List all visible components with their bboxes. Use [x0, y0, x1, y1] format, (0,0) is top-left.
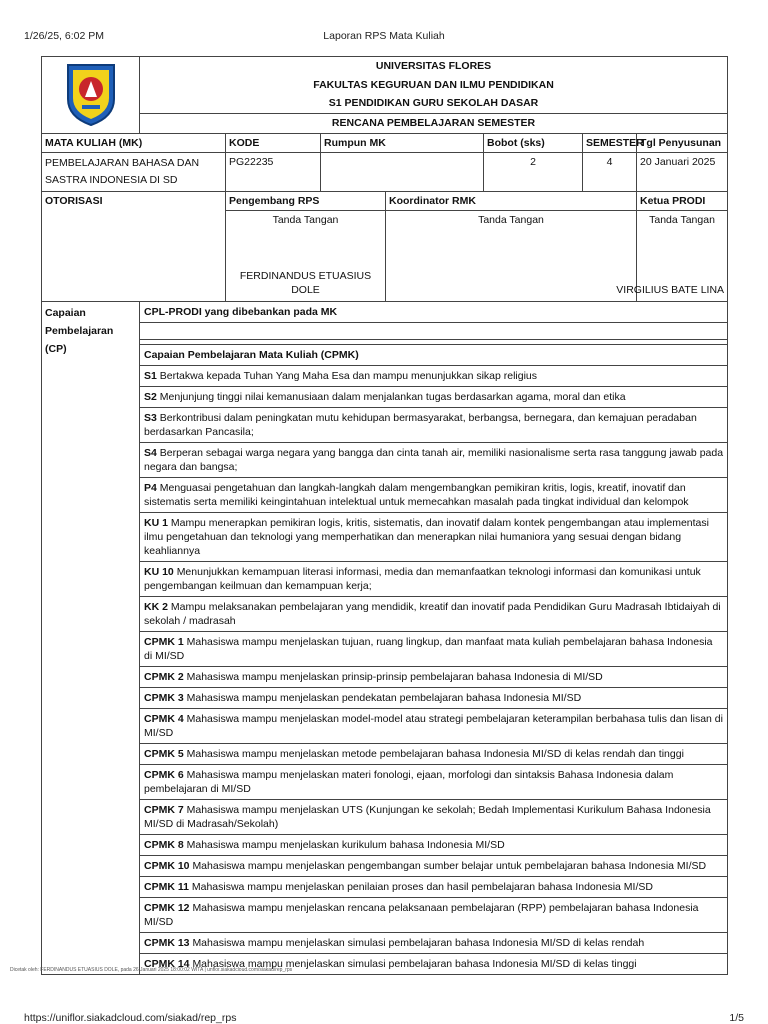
cp-item-code: CPMK 14 [144, 958, 190, 970]
cpl-prodi-empty-row [140, 323, 728, 340]
cp-item-code: S4 [144, 447, 157, 459]
cp-item-text: Mahasiswa mampu menjelaskan materi fonologi, ejaan, morfologi dan sintaksis Bahasa Indonesia dalam pembelajaran di MI/SD [144, 769, 674, 795]
cpl-prodi-header: CPL-PRODI yang dibebankan pada MK [140, 302, 728, 323]
doc-title: RENCANA PEMBELAJARAN SEMESTER [140, 114, 728, 134]
cp-item [140, 597, 727, 632]
cp-item-text: Berperan sebagai warga negara yang bangga dan cinta tanah air, memiliki nasionalisme serta rasa tanggung jawab pada negara dan bangsa; [144, 447, 724, 473]
footer-url[interactable]: https://uniflor.siakadcloud.com/siakad/rep_rps [24, 1012, 237, 1024]
program-name: S1 PENDIDIKAN GURU SEKOLAH DASAR [140, 94, 728, 113]
cp-item-code: KU 10 [144, 566, 174, 578]
course-rumpun [321, 153, 484, 192]
rps-table [41, 56, 728, 975]
cp-item-code: CPMK 6 [144, 769, 184, 781]
label-koordinator-rmk: Koordinator RMK [386, 192, 637, 211]
cp-item-text: Mahasiswa mampu menjelaskan pendekatan pembelajaran bahasa Indonesia MI/SD [186, 692, 582, 704]
pengembang-name: FERDINANDUS ETUASIUS DOLE [239, 270, 372, 296]
university-logo [62, 59, 120, 127]
sign-label: Tanda Tangan [478, 214, 544, 226]
cpmk-header: Capaian Pembelajaran Mata Kuliah (CPMK) [140, 345, 727, 366]
cp-item-code: CPMK 4 [144, 713, 184, 725]
cp-item [140, 877, 727, 898]
cp-item-text: Mampu melaksanakan pembelajaran yang mendidik, kreatif dan inovatif pada Pendidikan Guru Madrasah Ibtidaiyah di sekolah / madrasah [144, 601, 721, 627]
cp-item-code: CPMK 12 [144, 902, 190, 914]
cp-item [140, 709, 727, 744]
cp-item [140, 366, 727, 387]
cp-item-text: Mampu menerapkan pemikiran logis, kritis, sistematis, dan inovatif dalam kontek pengembangan atau implementasi ilmu pengetahuan dan teknologi yang memperhatikan dan menerapkan nilai humaniora yang sesuai dengan bidang keahliannya [144, 517, 709, 557]
rps-document [41, 56, 727, 975]
course-date: 20 Januari 2025 [637, 153, 728, 192]
cpmk-table [140, 345, 727, 974]
course-code: PG22235 [226, 153, 321, 192]
cp-item-code: CPMK 11 [144, 881, 189, 893]
cp-item-code: CPMK 5 [144, 748, 184, 760]
course-semester: 4 [583, 153, 637, 192]
cp-item [140, 744, 727, 765]
cp-item-text: Mahasiswa mampu menjelaskan simulasi pembelajaran bahasa Indonesia MI/SD di kelas tinggi [192, 958, 637, 970]
signature-pengembang [226, 211, 386, 302]
cp-item [140, 632, 727, 667]
faculty-name: FAKULTAS KEGURUAN DAN ILMU PENDIDIKAN [140, 76, 728, 95]
label-rumpun: Rumpun MK [321, 134, 484, 153]
cp-item-code: CPMK 2 [144, 671, 184, 683]
cp-item-code: CPMK 13 [144, 937, 190, 949]
cp-item-text: Menunjukkan kemampuan literasi informasi, media dan memanfaatkan teknologi informasi dan komunikasi untuk pengembangan keilmuan dan kemampuan kerja; [144, 566, 701, 592]
label-ketua-prodi: Ketua PRODI [637, 192, 728, 211]
cp-item-text: Mahasiswa mampu menjelaskan penilaian proses dan hasil pembelajaran bahasa Indonesia MI/SD [191, 881, 653, 893]
course-bobot: 2 [484, 153, 583, 192]
ketua-name: VIRGILIUS BATE LINA [616, 284, 725, 296]
cp-item-code: CPMK 8 [144, 839, 184, 851]
footer-page-number: 1/5 [729, 1012, 744, 1024]
cp-item-code: CPMK 7 [144, 804, 184, 816]
cp-item-code: P4 [144, 482, 157, 494]
cp-item [140, 898, 727, 933]
label-tgl-penyusunan: Tgl Penyusunan [637, 134, 728, 153]
cp-item-code: S3 [144, 412, 157, 424]
cp-item-text: Mahasiswa mampu menjelaskan UTS (Kunjungan ke sekolah; Bedah Implementasi Kurikulum Bahasa Indonesia MI/SD di Madrasah/Sekolah) [144, 804, 711, 830]
cp-item [140, 800, 727, 835]
university-name: UNIVERSITAS FLORES [140, 57, 728, 76]
cp-item-text: Mahasiswa mampu menjelaskan rencana pelaksanaan pembelajaran (RPP) pembelajaran bahasa Indonesia MI/SD [144, 902, 699, 928]
label-bobot: Bobot (sks) [484, 134, 583, 153]
course-name: PEMBELAJARAN BAHASA DAN SASTRA INDONESIA DI SD [42, 153, 226, 192]
cp-item-text: Menjunjung tinggi nilai kemanusiaan dalam menjalankan tugas berdasarkan agama, moral dan etika [159, 391, 626, 403]
cp-item-code: KK 2 [144, 601, 168, 613]
label-semester: SEMESTER [583, 134, 637, 153]
cp-item [140, 856, 727, 877]
label-kode: KODE [226, 134, 321, 153]
cpmk-container [140, 345, 728, 975]
print-page-title: Laporan RPS Mata Kuliah [323, 30, 445, 42]
sign-label: Tanda Tangan [649, 214, 715, 226]
cp-item-text: Bertakwa kepada Tuhan Yang Maha Esa dan mampu menunjukkan sikap religius [159, 370, 538, 382]
print-datetime: 1/26/25, 6:02 PM [24, 30, 104, 42]
label-capaian-pembelajaran: Capaian Pembelajaran (CP) [42, 302, 140, 975]
cp-item-code: S2 [144, 391, 157, 403]
cp-item-text: Berkontribusi dalam peningkatan mutu kehidupan bermasyarakat, berbangsa, bernegara, dan kemajuan peradaban berdasarkan Pancasila; [144, 412, 697, 438]
cp-item [140, 408, 727, 443]
label-pengembang-rps: Pengembang RPS [226, 192, 386, 211]
cp-item [140, 933, 727, 954]
printed-note: Dicetak oleh: FERDINANDUS ETUASIUS DOLE, pada 26 Januari 2025 18:00:02 WITA | unflor.siakadcloud.com/siakad/rep_rps [10, 967, 293, 973]
cp-item-code: CPMK 10 [144, 860, 190, 872]
cp-item [140, 443, 727, 478]
cp-item [140, 765, 727, 800]
sign-label: Tanda Tangan [272, 214, 339, 226]
cp-item [140, 835, 727, 856]
cp-item-code: S1 [144, 370, 157, 382]
cp-item [140, 478, 727, 513]
cp-item [140, 562, 727, 597]
cp-item-text: Mahasiswa mampu menjelaskan prinsip-prinsip pembelajaran bahasa Indonesia di MI/SD [186, 671, 603, 683]
cp-item-text: Mahasiswa mampu menjelaskan model-model atau strategi pembelajaran keterampilan berbahasa tulis dan lisan di MI/SD [144, 713, 723, 739]
cp-item [140, 688, 727, 709]
cp-item [140, 667, 727, 688]
cp-item-text: Mahasiswa mampu menjelaskan metode pembelajaran bahasa Indonesia MI/SD di kelas rendah dan tinggi [186, 748, 684, 760]
signature-ketua [616, 211, 728, 302]
signature-koordinator [386, 211, 637, 302]
logo-cell [42, 57, 140, 134]
cp-item-code: KU 1 [144, 517, 168, 529]
cp-item-text: Mahasiswa mampu menjelaskan pengembangan sumber belajar untuk pembelajaran bahasa Indonesia MI/SD [192, 860, 707, 872]
cp-item-text: Mahasiswa mampu menjelaskan tujuan, ruang lingkup, dan manfaat mata kuliah pembelajaran bahasa Indonesia di MI/SD [144, 636, 713, 662]
cp-item-text: Mahasiswa mampu menjelaskan kurikulum bahasa Indonesia MI/SD [186, 839, 505, 851]
label-mata-kuliah: MATA KULIAH (MK) [42, 134, 226, 153]
cp-item-code: CPMK 1 [144, 636, 184, 648]
cp-item [140, 387, 727, 408]
cp-item-text: Menguasai pengetahuan dan langkah-langkah dalam mengembangkan pemikiran kritis, logis, kreatif, inovatif dan sistematis serta memiliki keingintahuan intelektual untuk memecahkan masalah pada tingkat individual dan kelompok [144, 482, 689, 508]
cp-item-code: CPMK 3 [144, 692, 184, 704]
cp-item-text: Mahasiswa mampu menjelaskan simulasi pembelajaran bahasa Indonesia MI/SD di kelas rendah [192, 937, 645, 949]
label-otorisasi: OTORISASI [42, 192, 226, 302]
cp-item [140, 513, 727, 562]
